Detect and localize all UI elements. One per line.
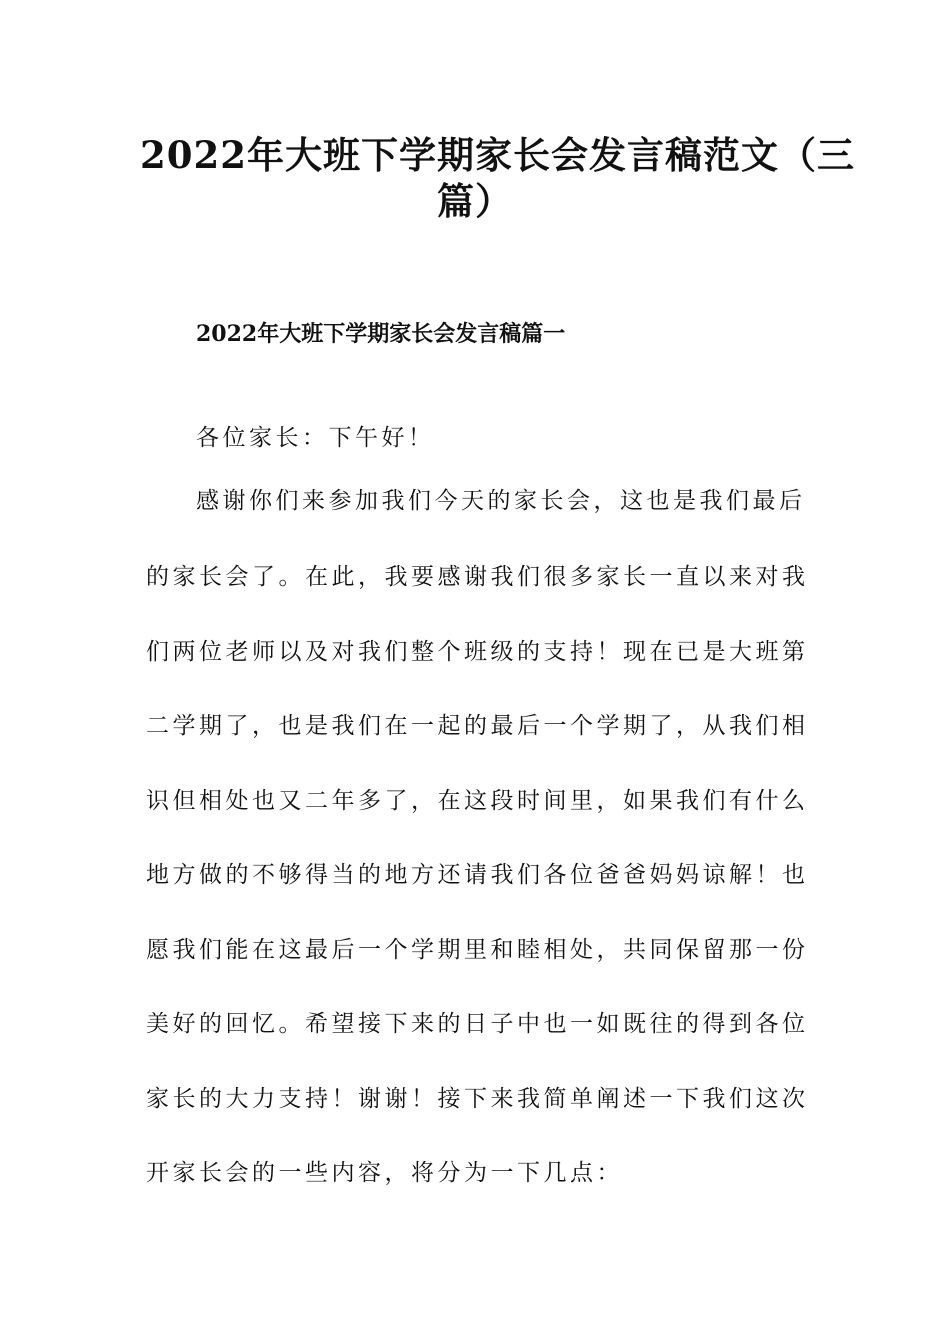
paragraph-line: 家长的大力支持！谢谢！接下来我简单阐述一下我们这次 — [146, 1086, 809, 1112]
greeting-line: 各位家长：下午好！ — [196, 425, 435, 451]
paragraph-line: 感谢你们来参加我们今天的家长会，这也是我们最后 — [196, 488, 806, 514]
paragraph-line: 开家长会的一些内容，将分为一下几点： — [146, 1160, 623, 1186]
section-heading: 2022年大班下学期家长会发言稿篇一 — [196, 321, 566, 347]
paragraph-line: 美好的回忆。希望接下来的日子中也一如既往的得到各位 — [146, 1011, 809, 1037]
paragraph-line: 识但相处也又二年多了，在这段时间里，如果我们有什么 — [146, 788, 809, 814]
paragraph-line: 愿我们能在这最后一个学期里和睦相处，共同保留那一份 — [146, 937, 809, 963]
document-title-line-2: 篇） — [437, 179, 513, 223]
paragraph-line: 的家长会了。在此，我要感谢我们很多家长一直以来对我 — [146, 564, 809, 590]
paragraph-line: 地方做的不够得当的地方还请我们各位爸爸妈妈谅解！也 — [146, 862, 809, 888]
paragraph-line: 们两位老师以及对我们整个班级的支持！现在已是大班第 — [146, 639, 809, 665]
paragraph-line: 二学期了，也是我们在一起的最后一个学期了，从我们相 — [146, 713, 809, 739]
document-title-line-1: 2022年大班下学期家长会发言稿范文（三 — [140, 133, 855, 177]
